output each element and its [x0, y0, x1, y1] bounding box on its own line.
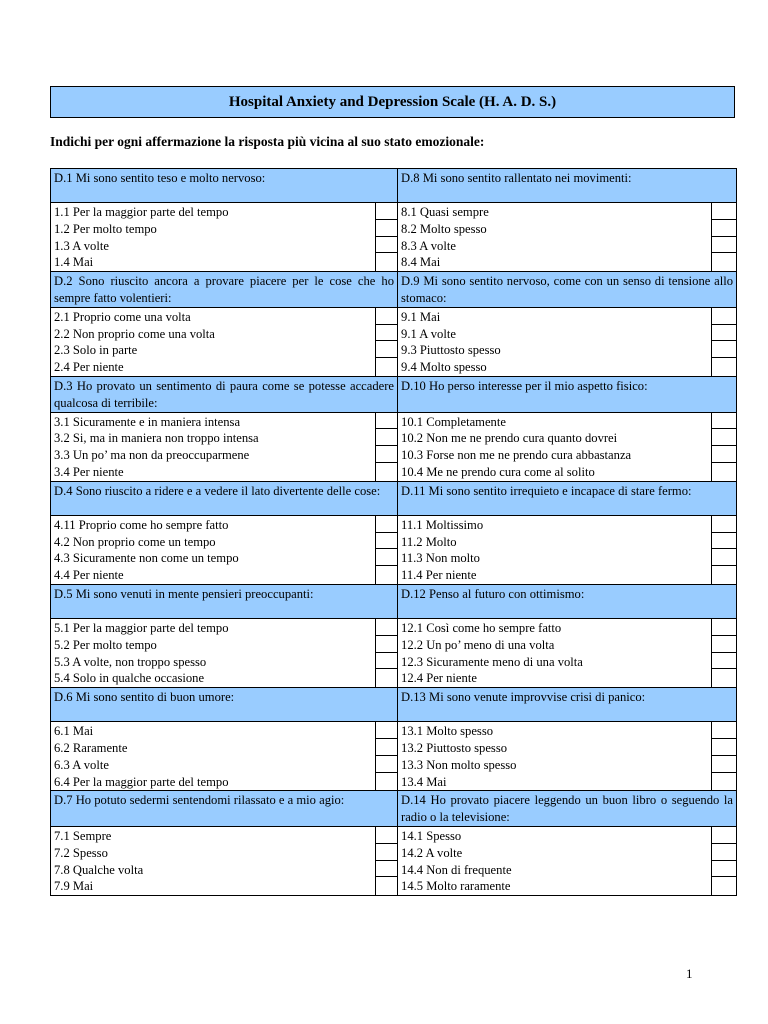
- hads-questionnaire-table: [50, 168, 737, 896]
- answer-option: 1.4 Mai: [54, 255, 94, 270]
- answer-option: 11.1 Moltissimo: [401, 517, 484, 532]
- answer-option: 14.5 Molto raramente: [401, 879, 511, 894]
- answer-option: 12.1 Così come ho sempre fatto: [401, 620, 562, 635]
- answer-option: 4.2 Non proprio come un tempo: [54, 534, 216, 549]
- answer-checkbox[interactable]: [376, 756, 397, 773]
- answer-checkbox[interactable]: [376, 341, 397, 358]
- question-cell-right: D.13 Mi sono venute improvvise crisi di panico:: [398, 688, 737, 722]
- answer-checkbox[interactable]: [712, 566, 736, 583]
- answer-checkbox[interactable]: [376, 861, 397, 878]
- question-cell-left: D.6 Mi sono sentito di buon umore:: [51, 688, 398, 722]
- answer-checkbox[interactable]: [376, 619, 397, 636]
- answer-option: 9.1 A volte: [401, 326, 456, 341]
- answer-option: 8.1 Quasi sempre: [401, 205, 489, 219]
- answer-checkbox[interactable]: [712, 739, 736, 756]
- checkbox-column-right: [712, 826, 737, 895]
- answer-checkbox[interactable]: [376, 844, 397, 861]
- answer-list-right: [398, 515, 712, 584]
- answer-checkbox[interactable]: [712, 722, 736, 739]
- answer-checkbox[interactable]: [712, 669, 736, 686]
- answer-list-left: [51, 826, 376, 895]
- question-cell-left: D.3 Ho provato un sentimento di paura come se potesse accadere qualcosa di terribile:: [51, 376, 398, 412]
- answer-option: 7.2 Spesso: [54, 845, 108, 860]
- checkbox-column-left: [376, 826, 398, 895]
- answer-option: 2.1 Proprio come una volta: [54, 309, 191, 324]
- answer-checkbox[interactable]: [712, 549, 736, 566]
- answer-option: 5.3 A volte, non troppo spesso: [54, 654, 207, 669]
- answer-option: 2.2 Non proprio come una volta: [54, 326, 215, 341]
- answer-option: 13.4 Mai: [401, 774, 447, 789]
- answer-option: 10.2 Non me ne prendo cura quanto dovrei: [401, 431, 618, 446]
- question-cell-right: D.14 Ho provato piacere leggendo un buon libro o seguendo la radio o la televisione:: [398, 791, 737, 827]
- question-cell-left: D.7 Ho potuto sedermi sentendomi rilassato e a mio agio:: [51, 791, 398, 827]
- form-title: Hospital Anxiety and Depression Scale (H. A. D. S.): [50, 86, 735, 118]
- answer-checkbox[interactable]: [376, 308, 397, 325]
- checkbox-column-right: [712, 307, 737, 376]
- answer-checkbox[interactable]: [712, 325, 736, 342]
- answer-checkbox[interactable]: [376, 220, 397, 237]
- answer-checkbox[interactable]: [376, 237, 397, 254]
- answer-option: 13.1 Molto spesso: [401, 724, 494, 739]
- answer-option: 6.2 Raramente: [54, 740, 128, 755]
- answer-checkbox[interactable]: [712, 429, 736, 446]
- answer-option: 12.3 Sicuramente meno di una volta: [401, 654, 583, 669]
- answer-checkbox[interactable]: [712, 844, 736, 861]
- question-cell-left: D.4 Sono riuscito a ridere e a vedere il lato divertente delle cose:: [51, 481, 398, 515]
- answer-checkbox[interactable]: [712, 341, 736, 358]
- answer-checkbox[interactable]: [376, 653, 397, 670]
- answer-checkbox[interactable]: [376, 636, 397, 653]
- question-cell-right: D.10 Ho perso interesse per il mio aspetto fisico:: [398, 376, 737, 412]
- answer-option: 14.2 A volte: [401, 845, 463, 860]
- answer-option: 3.1 Sicuramente e in maniera intensa: [54, 414, 241, 429]
- answer-option: 8.3 A volte: [401, 238, 456, 253]
- instructions-text: Indichi per ogni affermazione la risposta più vicina al suo stato emozionale:: [50, 134, 485, 149]
- answer-list-right: [398, 203, 712, 272]
- question-row: [51, 169, 737, 203]
- answer-checkbox[interactable]: [712, 619, 736, 636]
- question-cell-left: D.1 Mi sono sentito teso e molto nervoso:: [51, 169, 398, 203]
- answer-checkbox[interactable]: [376, 203, 397, 220]
- answer-checkbox[interactable]: [712, 463, 736, 480]
- answer-option: 7.8 Qualche volta: [54, 862, 144, 877]
- answer-list-left: [51, 307, 376, 376]
- answer-option: 1.3 A volte: [54, 238, 109, 253]
- checkbox-column-right: [712, 412, 737, 481]
- answer-option: 7.1 Sempre: [54, 828, 112, 843]
- question-row: [51, 688, 737, 722]
- answer-option: 7.9 Mai: [54, 879, 94, 894]
- answer-checkbox[interactable]: [712, 203, 736, 220]
- answer-checkbox[interactable]: [376, 739, 397, 756]
- answer-option: 2.3 Solo in parte: [54, 343, 138, 358]
- answer-option: 6.1 Mai: [54, 724, 94, 739]
- answer-list-left: [51, 412, 376, 481]
- answer-option: 8.2 Molto spesso: [401, 221, 487, 236]
- answer-option: 13.2 Piuttosto spesso: [401, 740, 508, 755]
- checkbox-column-right: [712, 722, 737, 791]
- answer-checkbox[interactable]: [376, 549, 397, 566]
- answer-checkbox[interactable]: [712, 358, 736, 375]
- checkbox-column-left: [376, 515, 398, 584]
- answer-checkbox[interactable]: [376, 722, 397, 739]
- answer-row: [51, 412, 737, 481]
- answer-row: [51, 722, 737, 791]
- answer-checkbox[interactable]: [376, 773, 397, 790]
- answer-list-right: [398, 412, 712, 481]
- answer-list-right: [398, 618, 712, 687]
- answer-checkbox[interactable]: [712, 653, 736, 670]
- answer-option: 12.4 Per niente: [401, 671, 477, 686]
- answer-checkbox[interactable]: [376, 516, 397, 533]
- question-cell-left: D.5 Mi sono venuti in mente pensieri preoccupanti:: [51, 584, 398, 618]
- question-row: [51, 791, 737, 827]
- answer-checkbox[interactable]: [376, 429, 397, 446]
- question-row: [51, 481, 737, 515]
- answer-checkbox[interactable]: [712, 446, 736, 463]
- checkbox-column-left: [376, 618, 398, 687]
- answer-option: 4.3 Sicuramente non come un tempo: [54, 551, 239, 566]
- checkbox-column-right: [712, 203, 737, 272]
- answer-row: [51, 307, 737, 376]
- answer-option: 8.4 Mai: [401, 255, 441, 270]
- answer-list-left: [51, 515, 376, 584]
- answer-checkbox[interactable]: [712, 861, 736, 878]
- question-cell-right: D.11 Mi sono sentito irrequieto e incapace di stare fermo:: [398, 481, 737, 515]
- question-cell-right: D.8 Mi sono sentito rallentato nei movimenti:: [398, 169, 737, 203]
- answer-checkbox[interactable]: [712, 636, 736, 653]
- answer-checkbox[interactable]: [712, 308, 736, 325]
- answer-option: 12.2 Un po’ meno di una volta: [401, 637, 555, 652]
- answer-checkbox[interactable]: [712, 756, 736, 773]
- answer-option: 5.4 Solo in qualche occasione: [54, 671, 205, 686]
- answer-list-right: [398, 722, 712, 791]
- answer-option: 14.4 Non di frequente: [401, 862, 512, 877]
- answer-option: 9.3 Piuttosto spesso: [401, 343, 501, 358]
- answer-checkbox[interactable]: [376, 325, 397, 342]
- answer-checkbox[interactable]: [376, 463, 397, 480]
- answer-checkbox[interactable]: [376, 358, 397, 375]
- answer-checkbox[interactable]: [376, 877, 397, 894]
- answer-list-left: [51, 722, 376, 791]
- answer-list-left: [51, 618, 376, 687]
- answer-option: 11.2 Molto: [401, 534, 457, 549]
- answer-checkbox[interactable]: [376, 253, 397, 270]
- answer-option: 10.3 Forse non me ne prendo cura abbastanza: [401, 448, 632, 463]
- answer-row: [51, 826, 737, 895]
- checkbox-column-left: [376, 203, 398, 272]
- answer-option: 11.3 Non molto: [401, 551, 480, 566]
- answer-option: 3.2 Si, ma in maniera non troppo intensa: [54, 431, 259, 446]
- answer-checkbox[interactable]: [376, 446, 397, 463]
- answer-checkbox[interactable]: [712, 237, 736, 254]
- answer-checkbox[interactable]: [376, 827, 397, 844]
- answer-checkbox[interactable]: [712, 220, 736, 237]
- answer-option: 3.4 Per niente: [54, 464, 124, 479]
- answer-checkbox[interactable]: [712, 773, 736, 790]
- answer-checkbox[interactable]: [712, 413, 736, 430]
- answer-option: 10.4 Me ne prendo cura come al solito: [401, 464, 595, 479]
- answer-list-right: [398, 826, 712, 895]
- answer-list-left: [51, 203, 376, 272]
- question-cell-right: D.9 Mi sono sentito nervoso, come con un senso di tensione allo stomaco:: [398, 272, 737, 308]
- answer-option: 10.1 Completamente: [401, 414, 506, 429]
- answer-list-right: [398, 307, 712, 376]
- answer-option: 13.3 Non molto spesso: [401, 757, 517, 772]
- checkbox-column-left: [376, 307, 398, 376]
- answer-row: [51, 515, 737, 584]
- answer-checkbox[interactable]: [376, 566, 397, 583]
- answer-option: 9.1 Mai: [401, 309, 441, 324]
- answer-row: [51, 203, 737, 272]
- checkbox-column-left: [376, 722, 398, 791]
- answer-checkbox[interactable]: [712, 253, 736, 270]
- answer-checkbox[interactable]: [712, 877, 736, 894]
- answer-checkbox[interactable]: [376, 413, 397, 430]
- answer-option: 6.3 A volte: [54, 757, 109, 772]
- answer-checkbox[interactable]: [712, 827, 736, 844]
- answer-option: 4.11 Proprio come ho sempre fatto: [54, 517, 229, 532]
- checkbox-column-left: [376, 412, 398, 481]
- answer-row: [51, 618, 737, 687]
- answer-option: 5.2 Per molto tempo: [54, 637, 157, 652]
- answer-option: 11.4 Per niente: [401, 568, 477, 583]
- question-cell-right: D.12 Penso al futuro con ottimismo:: [398, 584, 737, 618]
- answer-option: 1.1 Per la maggior parte del tempo: [54, 205, 229, 219]
- answer-option: 14.1 Spesso: [401, 828, 462, 843]
- answer-option: 4.4 Per niente: [54, 568, 124, 583]
- question-cell-left: D.2 Sono riuscito ancora a provare piacere per le cose che ho sempre fatto volentieri:: [51, 272, 398, 308]
- answer-checkbox[interactable]: [712, 516, 736, 533]
- answer-checkbox[interactable]: [376, 533, 397, 550]
- question-row: [51, 272, 737, 308]
- answer-checkbox[interactable]: [376, 669, 397, 686]
- answer-option: 5.1 Per la maggior parte del tempo: [54, 620, 229, 635]
- answer-checkbox[interactable]: [712, 533, 736, 550]
- answer-option: 2.4 Per niente: [54, 360, 124, 375]
- checkbox-column-right: [712, 618, 737, 687]
- answer-option: 1.2 Per molto tempo: [54, 221, 157, 236]
- checkbox-column-right: [712, 515, 737, 584]
- page-number: 1: [686, 966, 693, 981]
- answer-option: 3.3 Un po’ ma non da preoccuparmene: [54, 448, 250, 463]
- question-row: [51, 584, 737, 618]
- question-row: [51, 376, 737, 412]
- answer-option: 9.4 Molto spesso: [401, 360, 487, 375]
- answer-option: 6.4 Per la maggior parte del tempo: [54, 774, 229, 789]
